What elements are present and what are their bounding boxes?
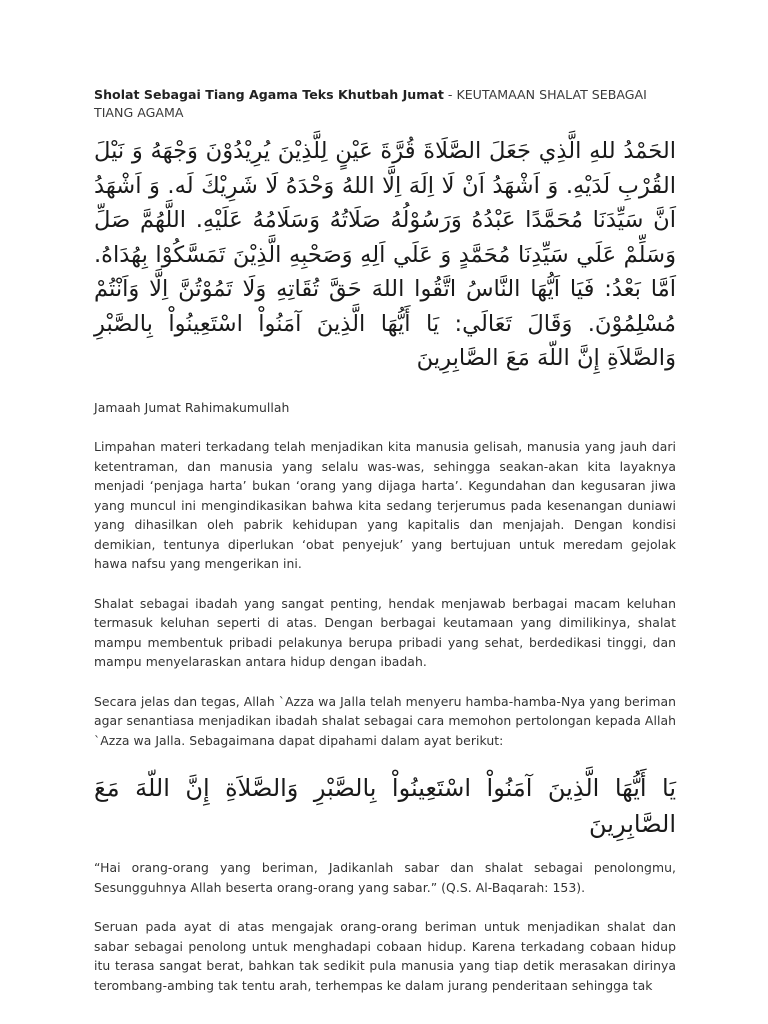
paragraph-4: Seruan pada ayat di atas mengajak orang-orang beriman untuk menjadikan shalat dan sabar sebagai penolong untuk menghadapi cobaan hidup. Karena terkadang cobaan hidup itu terasa sangat berat, bahkan tak sedikit pula manusia yang tiap detik merasakan dirinya terombang-ambing tak tentu arah, terhempas ke dalam jurang penderitaan sehingga tak: [94, 919, 676, 993]
paragraph-2: Shalat sebagai ibadah yang sangat penting, hendak menjawab berbagai macam keluhan termasuk keluhan seperti di atas. Dengan berbagai keutamaan yang dimilikinya, shalat mampu membentuk pribadi pelakunya berupa pribadi yang sehat, berdedikasi tinggi, dan mampu menyelaraskan antara hidup dengan ibadah.: [94, 595, 676, 669]
arabic-opening-text: الحَمْدُ للهِ الَّذِي جَعَلَ الصَّلَاةَ قُرَّةَ عَيْنٍ لِلَّذِيْنَ يُرِيْدُوْنَ وَجْهَهُ وَ نَيْلَ القُرْبِ لَدَيْهِ. وَ اَشْهَدُ اَنْ لَا اِلَهَ اِلَّا اللهُ وَحْدَهُ لَا شَرِيْكَ لَه. وَ اَشْهَدُ اَنَّ سَيِّدَنَا مُحَمَّدًا عَبْدُهُ وَرَسُوْلُهُ صَلَاتُهُ وَسَلَامُهُ عَلَيْهِ. اللَّهُمَّ صَلِّ وَسَلِّمْ عَلَي سَيِّدِنَا مُحَمَّدٍ وَ عَلَي اَلِهِ وَصَحْبِهِ الَّذِيْنَ تَمَسَّكُوْا بِهُدَاهُ. اَمَّا بَعْدُ: فَيَا اَيُّهَا النَّاسُ اتَّقُوا اللهَ حَقَّ تُقَاتِهِ وَلَا تَمُوْتُنَّ اِلَّا وَاَنْتُمْ مُسْلِمُوْنَ. وَقَالَ تَعَالَي: يَا أَيُّهَا الَّذِينَ آمَنُواْ اسْتَعِينُواْ بِالصَّبْرِ وَالصَّلاَةِ إِنَّ اللّهَ مَعَ الصَّابِرِينَ: [94, 138, 676, 371]
title-main: Sholat Sebagai Tiang Agama Teks Khutbah Jumat: [94, 87, 444, 102]
document-title: [94, 86, 676, 122]
document-page: [94, 86, 676, 1015]
verse-translation: “Hai orang-orang yang beriman, Jadikanlah sabar dan shalat sebagai penolongmu, Sesungguhnya Allah beserta orang-orang yang sabar.” (Q.S. Al-Baqarah: 153).: [94, 860, 676, 895]
paragraph-3: Secara jelas dan tegas, Allah `Azza wa Jalla telah menyeru hamba-hamba-Nya yang beriman agar senantiasa menjadikan ibadah shalat sebagai cara memohon pertolongan kepada Allah `Azza wa Jalla. Sebagaimana dapat dipahami dalam ayat berikut:: [94, 693, 677, 748]
title-separator: -: [443, 87, 457, 102]
title-subtitle: KEUTAMAAN SHALAT SEBAGAI TIANG AGAMA: [94, 87, 647, 120]
arabic-verse-text: يَا أَيُّهَا الَّذِينَ آمَنُواْ اسْتَعِينُواْ بِالصَّبْرِ وَالصَّلاَةِ إِنَّ اللّهَ مَعَ الصَّابِرِينَ: [94, 774, 676, 838]
paragraph-1: Limpahan materi terkadang telah menjadikan kita manusia gelisah, manusia yang jauh dari ketentraman, dan manusia yang selalu was-was, sehingga seakan-akan kita layaknya menjadi ‘penjaga harta’ bukan ‘orang yang dijaga harta’. Kegundahan dan kegusaran jiwa yang muncul ini mengindikasikan bahwa kita sedang terjerumus pada kesenangan duniawi yang dihasilkan oleh pabrik kehidupan yang kapitalis dan menjajah. Dengan kondisi demikian, tentunya diperlukan ‘obat penyejuk’ yang bertujuan untuk meredam gejolak hawa nafsu yang mengerikan ini.: [94, 439, 676, 571]
greeting-text: Jamaah Jumat Rahimakumullah: [94, 399, 290, 415]
